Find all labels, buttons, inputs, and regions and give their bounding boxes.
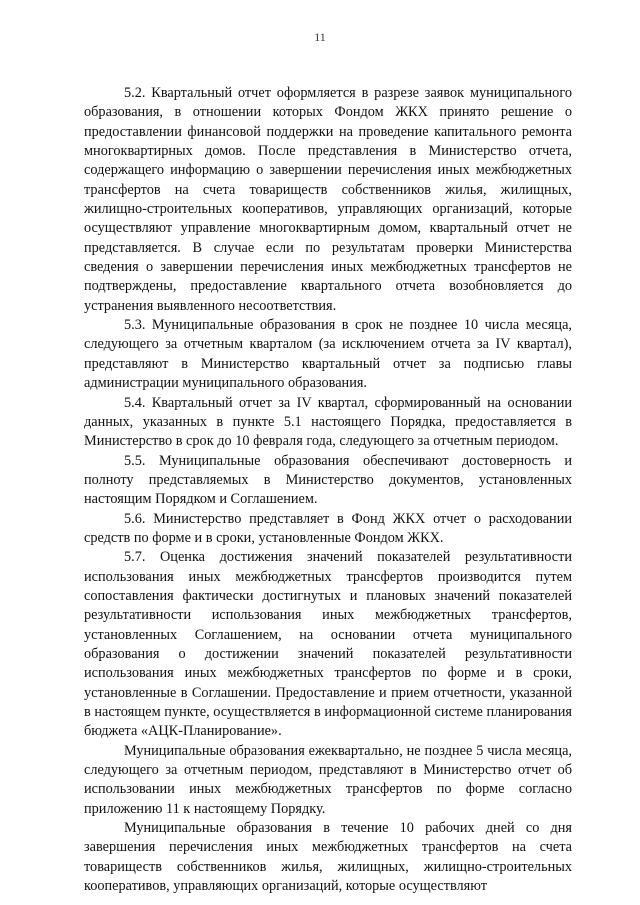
document-body — [84, 84, 572, 896]
paragraph-5-7: 5.7. Оценка достижения значений показателей результативности использования иных межбюджетных трансфертов производится путем сопоставления фактически достигнутых и плановых значений показателей результативности использования иных межбюджетных трансфертов, установленных Соглашением, на основании отчета муниципального образования о достижении значений показателей результативности использования иных межбюджетных трансфертов по форме и в сроки, установленные в Соглашении. Предоставление и прием отчетности, указанной в настоящем пункте, осуществляется в информационной системе планирования бюджета «АЦК-Планирование». — [84, 549, 572, 740]
paragraph-5-3: 5.3. Муниципальные образования в срок не позднее 10 числа месяца, следующего за отчетным кварталом (за исключением отчета за IV квартал), представляют в Министерство квартальный отчет за подписью главы администрации муниципального образования. — [84, 317, 572, 392]
paragraph-transfer-completion: Муниципальные образования в течение 10 рабочих дней со дня завершения перечисления иных межбюджетных трансфертов на счета товариществ собственников жилья, жилищных, жилищно-строительных кооперативов, управляющих организаций, которые осуществляют — [84, 820, 572, 895]
page-number: 11 — [314, 30, 326, 44]
paragraph-quarterly-report: Муниципальные образования ежеквартально, не позднее 5 числа месяца, следующего за отчетным периодом, представляют в Министерство отчет об использовании иных межбюджетных трансфертов по форме согласно приложению 11 к настоящему Порядку. — [84, 742, 572, 817]
paragraph-5-6: 5.6. Министерство представляет в Фонд ЖКХ отчет о расходовании средств по форме и в сроки, установленные Фондом ЖКХ. — [84, 510, 572, 546]
paragraph-5-5: 5.5. Муниципальные образования обеспечивают достоверность и полноту представляемых в Министерство документов, установленных настоящим Порядком и Соглашением. — [84, 452, 572, 508]
paragraph-5-4: 5.4. Квартальный отчет за IV квартал, сформированный на основании данных, указанных в пункте 5.1 настоящего Порядка, предоставляется в Министерство в срок до 10 февраля года, следующего за отчетным периодом. — [84, 394, 572, 450]
paragraph-5-2: 5.2. Квартальный отчет оформляется в разрезе заявок муниципального образования, в отношении которых Фондом ЖКХ принято решение о предоставлении финансовой поддержки на проведение капитального ремонта многоквартирных домов. После представления в Министерство отчета, содержащего информацию о завершении перечисления иных межбюджетных трансфертов на счета товариществ собственников жилья, жилищных, жилищно-строительных кооперативов, управляющих организаций, которые осуществляют управление многоквартирным домом, квартальный отчет не представляется. В случае если по результатам проверки Министерства сведения о завершении перечисления иных межбюджетных трансфертов не подтверждены, предоставление квартального отчета возобновляется до устранения выявленного несоответствия. — [84, 85, 572, 314]
